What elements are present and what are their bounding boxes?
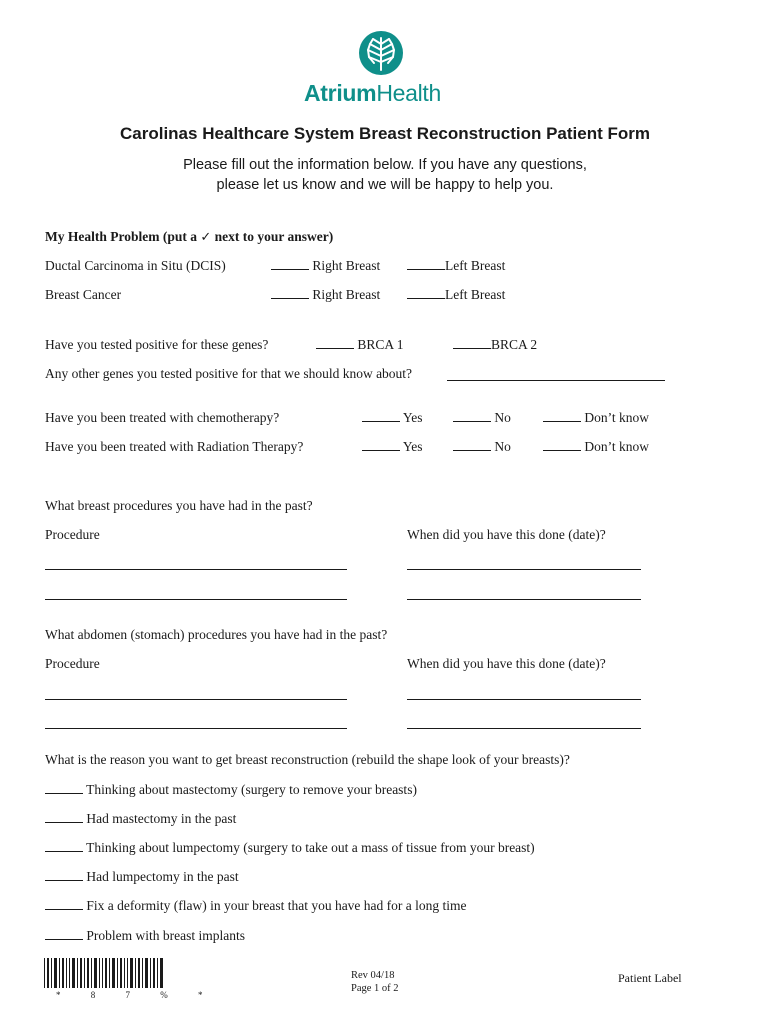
radiation-yes-option[interactable] (362, 439, 423, 455)
page-title: Carolinas Healthcare System Breast Reconstruction Patient Form (120, 124, 650, 143)
brca2-label: BRCA 2 (491, 337, 538, 352)
chemo-yes-option[interactable] (362, 410, 423, 426)
other-genes-question: Any other genes you tested positive for that we should know about? (45, 366, 413, 381)
heading-prefix: My Health Problem (put a (45, 229, 197, 244)
barcode-icon (44, 958, 164, 988)
right-breast-label: Right Breast (312, 287, 381, 302)
breast-cancer-label: Breast Cancer (45, 287, 122, 302)
breast-procedure-column-label: Procedure (45, 527, 100, 542)
dcis-right-option[interactable] (271, 258, 380, 274)
reason-option-4[interactable] (45, 869, 239, 885)
reason-label: Fix a deformity (flaw) in your breast that you have had for a long time (86, 898, 467, 913)
abdomen-date-input-1[interactable] (407, 699, 641, 700)
other-genes-input-line[interactable] (447, 380, 665, 381)
reason-option-3[interactable] (45, 840, 535, 856)
cancer-right-option[interactable] (271, 287, 380, 303)
logo-light-text: Health (376, 80, 441, 106)
abdomen-procedure-input-2[interactable] (45, 728, 347, 729)
brca2-option[interactable] (453, 337, 537, 353)
chemo-dont-know-option[interactable] (543, 410, 649, 426)
genes-question: Have you tested positive for these genes? (45, 337, 269, 352)
reason-label: Thinking about mastectomy (surgery to remove your breasts) (86, 782, 417, 797)
atrium-health-wordmark (304, 80, 441, 107)
chemo-question: Have you been treated with chemotherapy? (45, 410, 280, 425)
breast-date-input-2[interactable] (407, 599, 641, 600)
intro-line-2: please let us know and we will be happy to help you. (216, 177, 554, 193)
radiation-dont-know-option[interactable] (543, 439, 649, 455)
reason-option-6[interactable] (45, 928, 245, 944)
reason-option-2[interactable] (45, 811, 236, 827)
right-breast-label: Right Breast (312, 258, 381, 273)
left-breast-label: Left Breast (445, 287, 506, 302)
radiation-no-option[interactable] (453, 439, 511, 455)
breast-procedure-input-1[interactable] (45, 569, 347, 570)
reason-question: What is the reason you want to get breast reconstruction (rebuild the shape look of your breasts)? (45, 752, 570, 767)
reason-option-5[interactable] (45, 898, 467, 914)
breast-procedure-input-2[interactable] (45, 599, 347, 600)
dont-know-label: Don’t know (584, 439, 650, 454)
health-problem-heading (45, 229, 333, 245)
yes-label: Yes (402, 410, 423, 425)
checkmark-icon: ✓ (200, 230, 212, 245)
reason-label: Problem with breast implants (86, 928, 245, 943)
patient-label: Patient Label (618, 971, 682, 985)
dcis-left-option[interactable] (407, 258, 505, 274)
reason-label: Had mastectomy in the past (86, 811, 237, 826)
yes-label: Yes (402, 439, 423, 454)
breast-date-input-1[interactable] (407, 569, 641, 570)
brca1-label: BRCA 1 (357, 337, 404, 352)
abdomen-date-input-2[interactable] (407, 728, 641, 729)
abdomen-procedure-column-label: Procedure (45, 656, 100, 671)
reason-option-1[interactable] (45, 782, 417, 798)
dcis-label: Ductal Carcinoma in Situ (DCIS) (45, 258, 226, 273)
atrium-tree-logo-icon (358, 30, 404, 76)
heading-suffix: next to your answer) (214, 229, 334, 244)
barcode-text: * 8 7 % * (56, 990, 217, 1000)
revision-label: Rev 04/18 (351, 970, 395, 981)
logo-bold-text: Atrium (304, 80, 377, 106)
radiation-question: Have you been treated with Radiation Therapy? (45, 439, 304, 454)
page-number-label: Page 1 of 2 (351, 983, 399, 994)
reason-label: Thinking about lumpectomy (surgery to take out a mass of tissue from your breast) (86, 840, 535, 855)
no-label: No (494, 410, 511, 425)
no-label: No (494, 439, 511, 454)
breast-procedures-question: What breast procedures you have had in the past? (45, 498, 313, 513)
abdomen-procedure-input-1[interactable] (45, 699, 347, 700)
reason-label: Had lumpectomy in the past (86, 869, 239, 884)
intro-line-1: Please fill out the information below. If you have any questions, (183, 157, 587, 173)
dont-know-label: Don’t know (584, 410, 650, 425)
abdomen-procedures-question: What abdomen (stomach) procedures you have had in the past? (45, 627, 388, 642)
cancer-left-option[interactable] (407, 287, 505, 303)
left-breast-label: Left Breast (445, 258, 506, 273)
chemo-no-option[interactable] (453, 410, 511, 426)
abdomen-date-column-label: When did you have this done (date)? (407, 656, 606, 671)
breast-date-column-label: When did you have this done (date)? (407, 527, 606, 542)
brca1-option[interactable] (316, 337, 404, 353)
